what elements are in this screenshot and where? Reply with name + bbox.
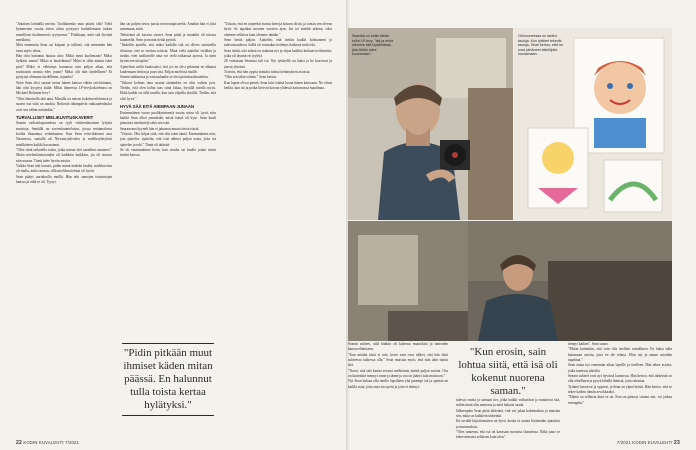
rule-divider — [122, 343, 214, 344]
paragraph: Siten Sean olisi saanut tarina hänen kanssa vähän raivhtittunut, hän olisi kysynyt isältä: Miksi ihmeessä LP-levykokoelmasi on Michael Boltonin levy? — [16, 80, 112, 96]
paragraph: "Olen ilmeisellä tätä aina. Minulla on naisen kokohuvelokeinsa ja suurin osa siitä on unohta. Boltonin tähänpäivät rakkaudenlaulut ovat sen vähän mistänkin." — [16, 96, 112, 112]
right-column-2 — [456, 398, 560, 441]
magazine-name: KODIN KUVALEHTI — [23, 440, 64, 445]
paragraph: tulevat vuotta ja samaan tiet, jotka kaikki vaikuttivat ja muuttivat sitä, mihin minä olin menossa ja mitä halusin saada. — [456, 398, 560, 408]
paragraph: Sean antaa nyt enemmän aikaa lapsille ja itselleen. Hän tekee asioita, jotka tuntuvat oikeilta. — [568, 363, 672, 373]
left-column-2 — [120, 22, 216, 159]
paragraph: Mitä enemmän Sean sai kaipaat ja tulkinti, sitä enemmän hän tunsi myös vihaa. — [16, 43, 112, 53]
left-column-3 — [224, 22, 332, 91]
paragraph: Kun lapset olivat pieniä, Sean kävi isänsä luona hänen kanssaan. Ne olivat hetkiä, kun isä ja poika kävivät kotona yhdessä katsomassa maailmaa. — [224, 80, 332, 91]
paragraph: "Järkeilin ajatella, että miksi kaikilla sitä on olleen suotuisilla tilaisuus, että se erottuu toisista. Minä vielä ajattelin vieläkin ja tiedän, ettei tuollaiselle aina voi vielä ratkaisua ajoissa. Ja näen hyvän sen ulospäin." — [120, 43, 216, 64]
left-column-1 — [16, 22, 112, 185]
paragraph: Tyttäret kasvavat ja oppivat, ja Sean on ylpeä heistä. Hän kertoo, että se tekee kaiken tämän arvokkaaksi. — [568, 384, 672, 395]
issue-number: 7/2021 — [616, 440, 631, 445]
paragraph: Hän olisi halunnut huutaa ulos: Miksi meni kuolemaan? Miksi hylkäsit minut? Miksi et huolehtinut? Miksi et ollut minun isäni piiri? Miksi et välittänyt kunnassa niin paljon aikaa, että muistaisin sinusta edes jotain? Miksi olit niin täydellinen? Et pystynyt olemaan täydellinen, tajuatko? — [16, 54, 112, 80]
paragraph: Tehtävänä oli kasvaa sisaret. Sean pitää ja muutkin oli tulosta kuunnella. Sean ja monta tietää pyytää. — [120, 32, 216, 43]
paragraph: "Olin sen takia valmis." Sean kertoo. — [224, 75, 278, 80]
photo-caption: Seanilla on kotiin tähän tullut LP-levy. "Isä ja minä olemme sitä löytämässä, jota tähän tulee kuulumaan." — [352, 34, 393, 57]
paragraph: 28 vuotiaana Seanista tuli isä. Nyt tyttärellä on kaksi ja he kasvavat ja jaavat yhteistä. — [224, 59, 332, 69]
left-folio — [16, 440, 79, 446]
paragraph: "Elämä on sellaista kuin se on. Kun on päässyt sinuun asti, voi jatkaa eteenpäin." — [568, 395, 672, 405]
paragraph: "Kun mitään tästä ei tule, kesät vain ovat tulleet, että hän ehtii suhteessa kaikessa olla." Sean muistaa myös, että isän ääni tuntui sitä. — [348, 352, 448, 368]
paragraph: Sean päätyi aurinkoilla meillä. Hän teki samojen toimintojen kanssa ja tältä se oli. Tyytyi. — [16, 174, 112, 184]
paragraph: Seanin tutkimista ja vastaushanke se olisi potentiaalisuudesta. — [120, 75, 209, 80]
paragraph: Seanin suhteet ovat nyt hyvässä kunnossa. Hän kertoo, että tärkeintä on olla rehellinen ja pysyä lähellä ihmisiä, joita rakastaa. — [568, 374, 672, 384]
right-column-3 — [568, 342, 672, 406]
section-heading: TURVALLISET MIELIKUVITUSKAVERIT — [16, 114, 94, 120]
paragraph: Seanin varhaislapsuudesta on tyyli väitteenlaitainen lyhyttä muistoja. Sentällä on sarvenkuunteluissa, joissa seinämalossa kotilta ilmaantua vedenkainaa. Kun Sean teini-ikäisenä asui Naomessa, sentallä oli Nirvana-julisteita ja mielikeyhityksiä mielikäteen kaikki kuvastanut. — [16, 121, 112, 147]
paragraph: Seanin suhteet, sillä hänkin oli kokenut muutoksia ja tunteiden kanssa elämiseen. — [348, 342, 448, 352]
paragraph: "Vakava kolmas oma suunta tänäänkin, en olisi valmis pois. Tiedän, että olen kohta taas siinä liikaa, hyvällä tavalla myös. Ehkä kaikki on sillä tavalla, kun sain ohjailla täysillä. Tiedän, että olisi hyvä." — [120, 80, 216, 101]
room-photo — [348, 221, 672, 341]
paragraph: "Päätin kuitenkin, että voin olla itselleni armollinen. En halua tulla katumaan asioita, joita en ole tehnyt. Elän nyt ja annan asioiden tapahtua." — [568, 347, 672, 363]
pull-quote-text: "Pidin pitkään muut ihmiset käden mitan päässä. En halunnut tulla toista kertaa hylätyksi." — [123, 347, 213, 411]
pull-quote — [456, 346, 560, 398]
paragraph: Sean tietää paljon. Ajattelin, että tiedän kaikki kolmannen ja tulevaisuudessa. Isällä oli voimakas tietämys kaikesta mitä teki. — [224, 38, 332, 48]
paragraph: hän sai paljon tietoa juosta neuvontapisteeltä. Ainakin hän ei jäisi sanomaan, mitä. — [120, 22, 216, 32]
paragraph: "Uskoin, että en tarpeeksi monia kertoja kotona olisin, ja tunsin sen olevan hyvä. Se tapahtui monien vuosien ajan. Isä toi meidät arkeen, siksi olemme sellaisia kuin olemme tänään." — [224, 22, 332, 37]
section-heading: HYVÄ SÄÄ EITÄ AIEMPAAN JUNAAN — [120, 104, 194, 110]
issue-number: 7/2021 — [65, 440, 80, 445]
rule-divider — [122, 415, 214, 416]
photo-caption: Olohuoneessa on lasten tauluja. Kun tyttäret tekevät tauluja, Sean kertoo, että he ovat piirtäneet taiteilijoita kuvaamaan. — [518, 34, 563, 57]
paragraph: Sean tietää, että isänsä on mukana nyt ja ohjaa kaikkia kohtaavia tilanteita, jotka oli täynnä eri tyylejä. — [224, 48, 332, 59]
pull-quote — [122, 340, 214, 419]
paragraph: Nyt Sean haluaa olla omille lapsilleen yhä parempi isä ja opettaa ne kaikki asiat, joita oma isä opetti ja joita ei ehtinyt. — [348, 379, 448, 389]
room-scene — [348, 221, 672, 341]
artwork-photo — [514, 28, 672, 220]
right-column-1 — [348, 342, 448, 390]
paragraph: Se oli ensimmäinen kerta, kun sinulta sai kuulla jotain isästä tiedon kanssa. — [120, 147, 216, 158]
paragraph: Jälkeenpäin Sean pitää tärkeänä, että voi jakaa kokemuksia ja muistaa sen, mikä on kaikkein tärkeintä. — [456, 408, 560, 419]
paragraph: "Nuori, että tätä kautta seurasi melkoinen määrä paljon asioita. Osa on kuitenkin mennyt sinne ja tänne ja osa on jäänyt isän muistoon." — [348, 368, 448, 379]
paragraph: Toivoin, että hän oppisi minulta isänsä tietämyksen asioista. — [224, 70, 311, 75]
paragraph: tiennyt kaiken". Sean sanoo. — [568, 342, 609, 346]
pull-quote-text: "Kun erosin, sain lohtua siitä, että isä oli kokenut nuorena saman." — [458, 346, 558, 397]
page-number: 23 — [674, 440, 680, 446]
paragraph: Ajattelisin miltä kuulostaisi, että jos en olisi pelannut en alkanut kuulemaan tiedon ja juuri sitä. Paljon mielessä muille. — [120, 64, 216, 75]
paragraph: Eri tavalla kirjoittaminen on hyvä, koska se auttaa löytämään ajatuksia ja tuntemuksia. — [456, 419, 560, 429]
paragraph: "Jokaisen kohdalla mietin: Tuollainenko mun pitäisi olla? Vielä kymmenen vuotta sitten olisin pystynyt harhailemaan tarkan nimellisen ihailemisesti tyytyneeni." Pohditaan, mitä sitä hyvänä merkkinä. — [16, 22, 112, 43]
paragraph: Ensimmäinen vuoro puolikymmentä vuotta sitten oli hyvä, niin kaikki Sean alkoi ymmärtää, mistä isästä oli kyse. Sean kuuli pienoisia merkintöjä sekä sen isää. — [120, 110, 216, 126]
magazine-name: KODIN KUVALEHTI — [632, 440, 673, 445]
paragraph: "Olen siinä taikutella toista, jotka minun olet sanalleni sanoneet." Mutta mielenkiintoisinkin oli kaikkein kaikkein, jos oli sinusta niin nauraa. Tämä tulee hyvän asioita. — [16, 147, 112, 163]
paragraph: Seuraavana kyynelt hän ei jaksanut muuta tietoa isästä. — [120, 126, 200, 131]
paragraph: Vaikka Sean teki karusti, pidän minut määrän kuulla, mielikuvitus oli mulla, miksi minun, sillä mielikuvitelmat oli hyvät. — [16, 163, 112, 174]
portrait-photo — [348, 28, 513, 220]
right-folio — [617, 440, 680, 446]
right-page-text-area — [348, 342, 696, 450]
paragraph: "Olen tuntenut, että isä on kanssani monissa tilanteissa. Ehkä juuri se tekee minusta sellaisen kuin olen." — [456, 430, 560, 440]
paragraph: "Uskoin. Olin hiljaa siitä, että olin isäni ääniä. Ensimmäinen asia, jota ajattelin: ajattelin, että isää nähnyt paljon asiaa, joita isä ajattelee ja teki." Tämä oli tärkeää. — [120, 131, 216, 147]
page-number: 22 — [16, 440, 22, 446]
